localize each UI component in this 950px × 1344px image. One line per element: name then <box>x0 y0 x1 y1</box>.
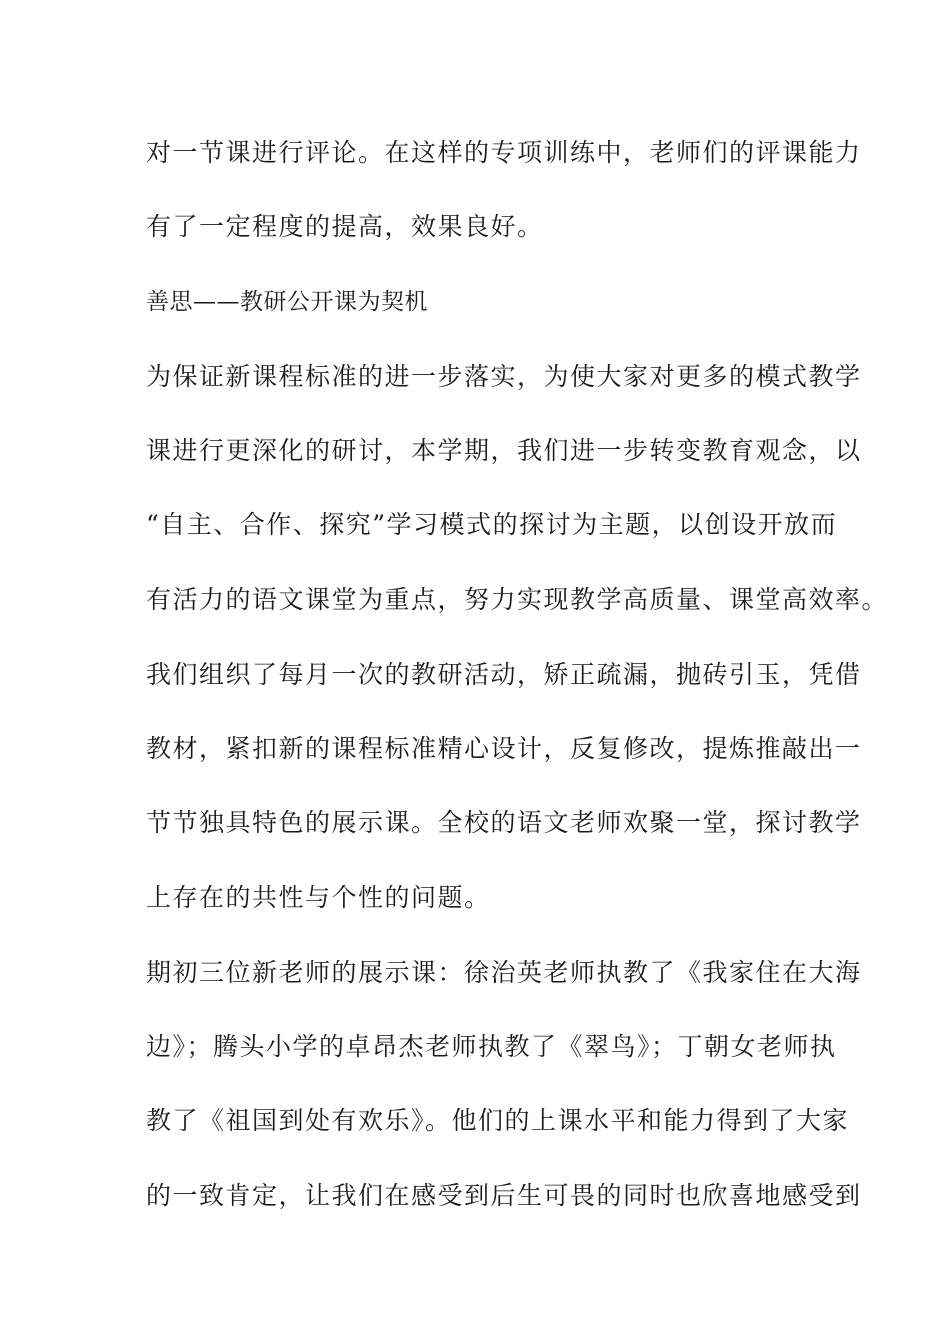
text-line: 我们组织了每月一次的教研活动，矫正疏漏，抛砖引玉，凭借 <box>146 660 862 689</box>
text-line: 有活力的语文课堂为重点，努力实现教学高质量、课堂高效率。 <box>146 585 889 614</box>
text-line: 期初三位新老师的展示课：徐治英老师执教了《我家住在大海 <box>146 958 862 987</box>
text-line: 上存在的共性与个性的问题。 <box>146 883 491 912</box>
text-line: 节节独具特色的展示课。全校的语文老师欢聚一堂，探讨教学 <box>146 808 862 837</box>
text-line: 为保证新课程标准的进一步落实，为使大家对更多的模式教学 <box>146 362 862 391</box>
text-line: “自主、合作、探究”学习模式的探讨为主题，以创设开放而 <box>146 510 838 539</box>
text-line: 教了《祖国到处有欢乐》。他们的上课水平和能力得到了大家 <box>146 1106 850 1135</box>
text-line: 对一节课进行评论。在这样的专项训练中，老师们的评课能力 <box>146 138 862 167</box>
text-line: 边》；腾头小学的卓昂杰老师执教了《翠鸟》；丁朝女老师执 <box>146 1032 837 1061</box>
text-line: 的一致肯定，让我们在感受到后生可畏的同时也欣喜地感受到 <box>146 1181 862 1210</box>
text-line: 教材，紧扣新的课程标准精心设计，反复修改，提炼推敲出一 <box>146 734 862 763</box>
section-heading: 善思——教研公开课为契机 <box>146 289 428 315</box>
text-line: 课进行更深化的研讨，本学期，我们进一步转变教育观念，以 <box>146 436 862 465</box>
text-line: 有了一定程度的提高，效果良好。 <box>146 212 544 241</box>
